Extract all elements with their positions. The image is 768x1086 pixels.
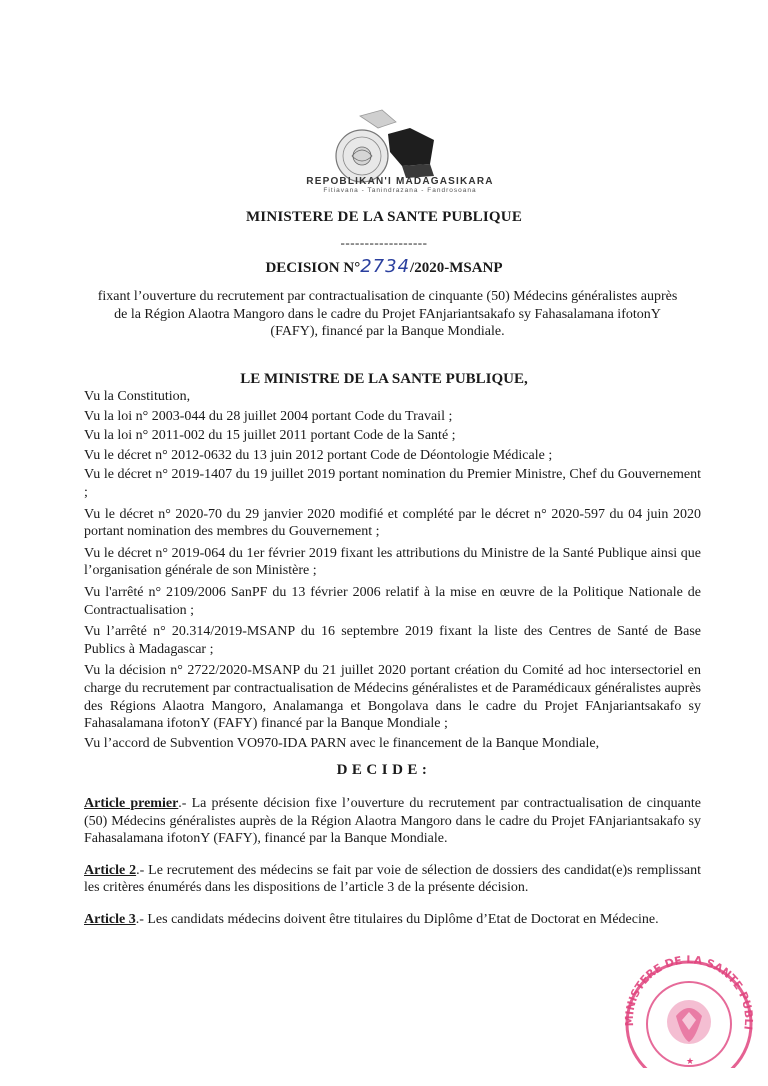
decide-heading: DECIDE:: [336, 762, 432, 778]
article-2-label: Article 2: [84, 862, 137, 878]
decision-title: [0, 256, 768, 277]
visa-list: [84, 388, 701, 756]
visa-item: Vu le décret n° 2019-1407 du 19 juillet 2019 portant nomination du Premier Ministre, Chef du Gouvernement ;: [84, 467, 701, 500]
official-stamp: [612, 946, 764, 1068]
article-2-text: .- Le recrutement des médecins se fait par voie de sélection de dossiers des candidat(e)s remplissant les critères énumérés dans les dispositions de l’article 3 de la présente décision.: [84, 862, 701, 896]
article-3: [84, 911, 701, 929]
handwritten-decision-number: 2734: [360, 256, 411, 277]
visa-item: Vu l'arrêté n° 2109/2006 SanPF du 13 février 2006 relatif à la mise en œuvre de la Politique Nationale de Contractualisation ;: [84, 584, 701, 618]
visa-item: Vu le décret n° 2012-0632 du 13 juin 2012 portant Code de Déontologie Médicale ;: [84, 447, 553, 463]
visa-item: Vu le décret n° 2019-064 du 1er février 2019 fixant les attributions du Ministre de la Santé Publique ainsi que l’organisation générale de son Ministère ;: [84, 545, 701, 579]
decision-summary: fixant l’ouverture du recrutement par contractualisation de cinquante (50) Médecins généralistes auprès de la Région Alaotra Mangoro dans le cadre du Projet FAnjariantsakafo sy Fahasalamana ifotonY (FAFY), financé par la Banque Mondiale.: [97, 289, 678, 339]
ministry-header: MINISTERE DE LA SANTE PUBLIQUE: [245, 209, 523, 225]
visa-item: Vu la Constitution,: [84, 389, 191, 404]
minister-heading: LE MINISTRE DE LA SANTE PUBLIQUE,: [240, 371, 528, 387]
national-motto: Fitiavana - Tanindrazana - Fandrosoana: [323, 187, 477, 194]
article-1-text: .- La présente décision fixe l’ouverture du recrutement par contractualisation de cinquante (50) Médecins généralistes auprès de la Région Alaotra Mangoro dans le cadre du Projet FAnjariantsakafo sy Fahasalamana ifotonY (FAFY), financé par la Banque Mondiale.: [84, 796, 702, 847]
visa-item: Vu le décret n° 2020-70 du 29 janvier 2020 modifié et complété par le décret n° 2020-597 du 04 juin 2020 portant nomination des membres du Gouvernement ;: [84, 506, 701, 540]
stamp-text: MINISTERE DE LA SANTE PUBLI: [622, 953, 756, 1031]
article-3-label: Article 3: [84, 911, 136, 927]
article-1: [84, 795, 701, 848]
visa-item: Vu l’arrêté n° 20.314/2019-MSANP du 16 septembre 2019 fixant la liste des Centres de Santé de Base Publics à Madagascar ;: [84, 624, 701, 657]
article-3-text: .- Les candidats médecins doivent être titulaires du Diplôme d’Etat de Doctorat en Médecine.: [135, 911, 659, 927]
decision-prefix: DECISION N°: [265, 260, 361, 276]
republic-name: REPOBLIKAN'I MADAGASIKARA: [306, 176, 494, 187]
articles-section: [84, 795, 701, 943]
separator-line: ------------------: [340, 235, 428, 250]
visa-item: Vu la décision n° 2722/2020-MSANP du 21 juillet 2020 portant création du Comité ad hoc intersectoriel en charge du recrutement par contractualisation de Médecins généralistes et de Paramédicaux généralistes auprès des Régions Alaotra Mangoro, Analamanga et Bongolava dans le cadre du Projet FAnjariantsakafo sy Fahasalamana ifotonY (FAFY) financé par la Banque Mondiale ;: [84, 663, 701, 732]
decision-suffix: /2020-MSANP: [410, 260, 503, 276]
article-1-label: Article premier: [84, 796, 179, 811]
article-2: [84, 862, 701, 897]
visa-item: Vu la loi n° 2003-044 du 28 juillet 2004 portant Code du Travail ;: [84, 408, 453, 424]
svg-text:★: ★: [686, 1057, 695, 1067]
coat-of-arms-seal: [330, 106, 440, 186]
visa-item: Vu l’accord de Subvention VO970-IDA PARN avec le financement de la Banque Mondiale,: [84, 735, 600, 751]
visa-item: Vu la loi n° 2011-002 du 15 juillet 2011 portant Code de la Santé ;: [84, 428, 456, 444]
